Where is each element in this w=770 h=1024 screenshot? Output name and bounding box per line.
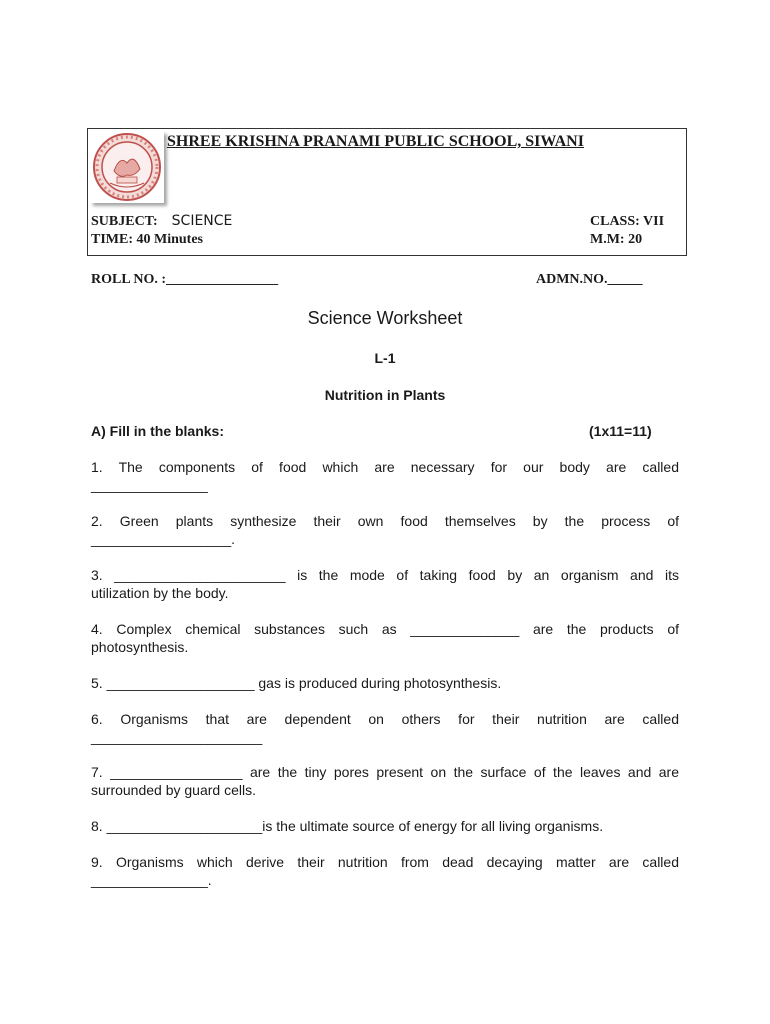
question-item: [91, 674, 679, 692]
lesson-topic: Nutrition in Plants: [324, 387, 446, 403]
class-info: CLASS: VII: [590, 214, 665, 229]
school-name: SHREE KRISHNA PRANAMI PUBLIC SCHOOL, SIWANI: [167, 133, 584, 150]
question-item: [91, 458, 679, 494]
question-item: [91, 512, 679, 548]
question-text: 9. Organisms which derive their nutrition from dead decaying matter are called: [91, 854, 679, 870]
question-text: 8. ____________________is the ultimate source of energy for all living organisms.: [91, 818, 604, 834]
worksheet-title: Science Worksheet: [307, 308, 463, 328]
time-info: TIME: 40 Minutes: [91, 232, 203, 247]
question-text: 4. Complex chemical substances such as ______________ are the products of: [91, 621, 679, 637]
question-item: [91, 853, 679, 889]
section-a-label: A) Fill in the blanks:: [91, 423, 225, 439]
school-logo: [90, 131, 164, 203]
question-text-cont: utilization by the body.: [91, 585, 229, 601]
section-a-marks: (1x11=11): [589, 423, 652, 439]
max-marks: M.M: 20: [590, 232, 643, 247]
question-text: 2. Green plants synthesize their own food themselves by the process of: [91, 513, 679, 529]
subject-line: [91, 213, 232, 230]
question-text-cont: photosynthesis.: [91, 639, 189, 655]
question-text-cont: _______________.: [91, 872, 212, 888]
question-text: 6. Organisms that are dependent on others for their nutrition are called: [91, 711, 679, 727]
question-text: 7. _________________ are the tiny pores present on the surface of the leaves and are: [91, 764, 679, 780]
question-item: [91, 763, 679, 799]
admission-number-field: ADMN.NO._____: [536, 272, 643, 287]
question-text-cont: __________________.: [91, 531, 236, 547]
lesson-number: L-1: [374, 350, 396, 366]
question-text-cont: surrounded by guard cells.: [91, 782, 256, 798]
school-header-box: [87, 128, 687, 256]
question-item: [91, 620, 679, 656]
question-text-cont: _______________: [91, 477, 208, 493]
question-item: [91, 710, 679, 746]
roll-number-field: ROLL NO. :________________: [91, 272, 279, 287]
question-item: [91, 566, 679, 602]
question-item: [91, 817, 679, 835]
subject-value: SCIENCE: [171, 213, 233, 229]
question-text: 5. ___________________ gas is produced during photosynthesis.: [91, 675, 502, 691]
subject-label: SUBJECT:: [91, 214, 158, 229]
school-seal-icon: [90, 131, 164, 203]
question-text: 1. The components of food which are necessary for our body are called: [91, 459, 679, 475]
question-text: 3. ______________________ is the mode of taking food by an organism and its: [91, 567, 679, 583]
question-text-cont: ______________________: [91, 729, 263, 745]
